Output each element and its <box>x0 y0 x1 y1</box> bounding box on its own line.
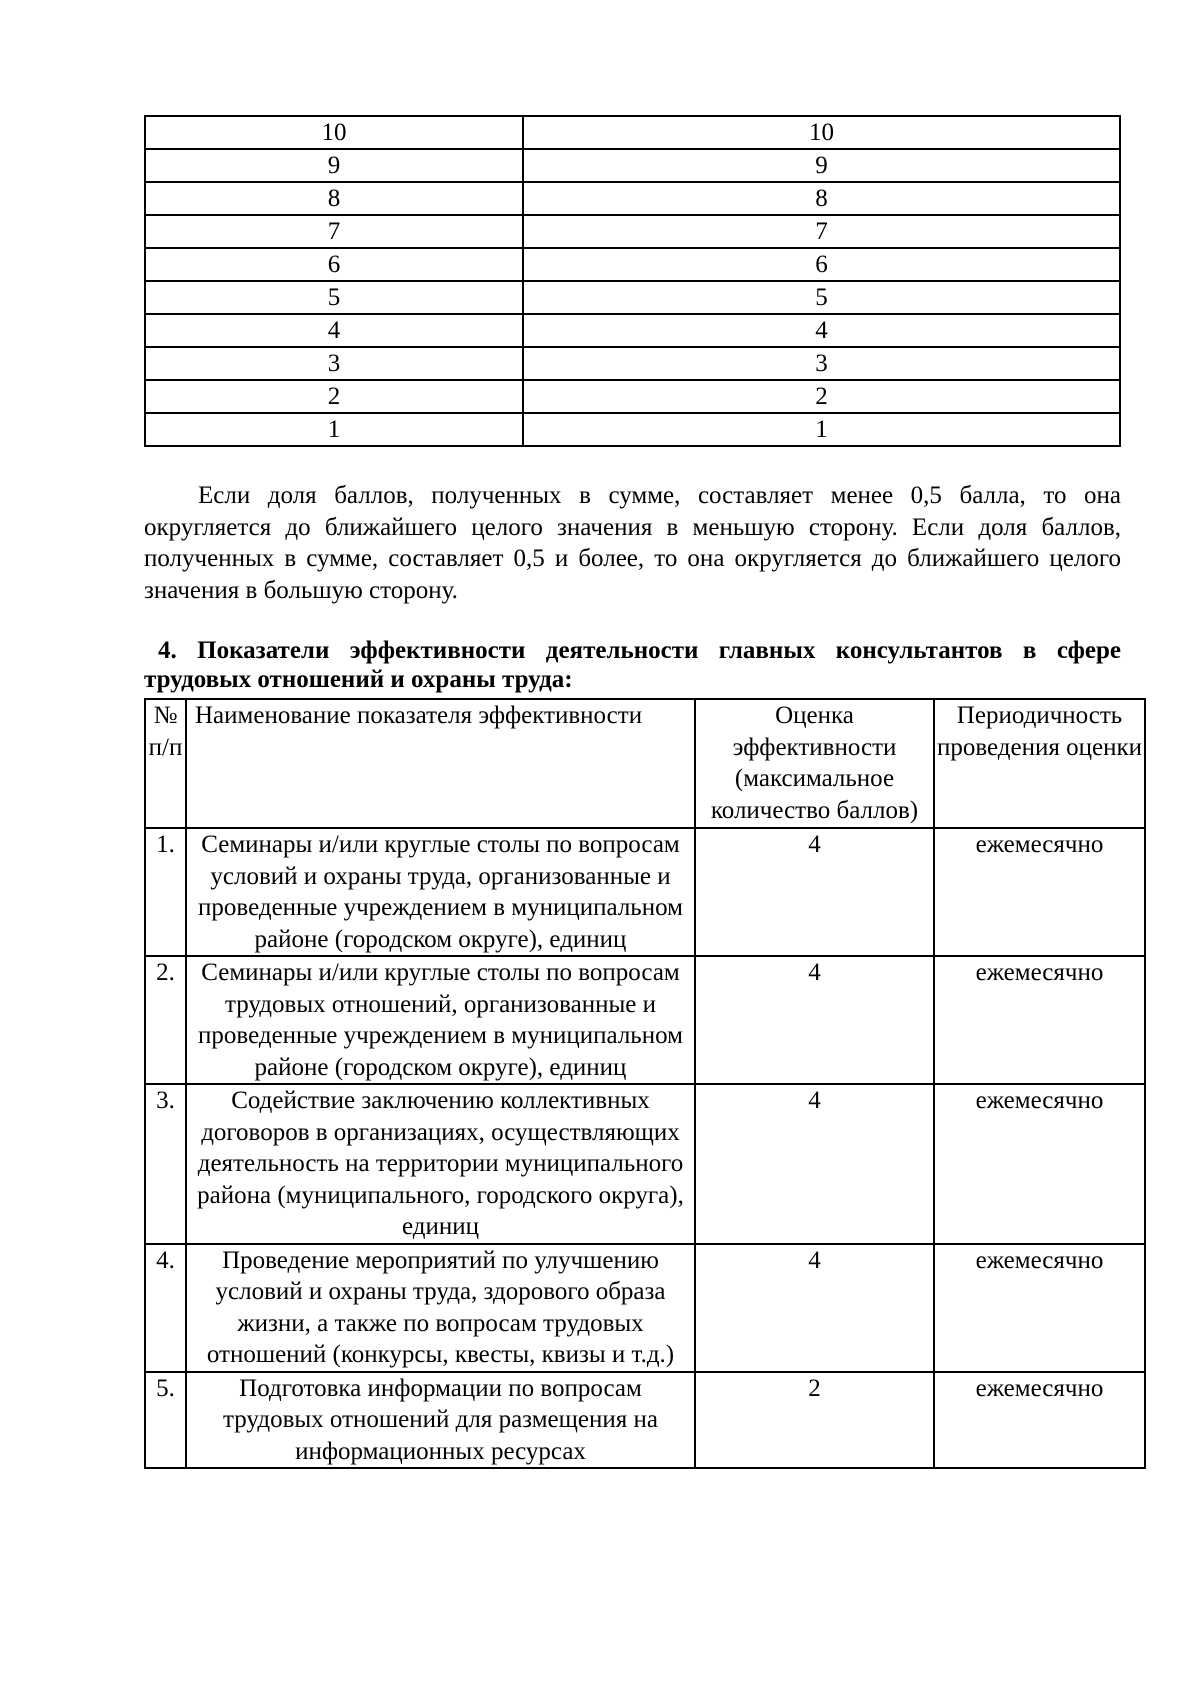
table-row <box>145 380 1120 413</box>
table-row <box>145 281 1120 314</box>
table-cell: 2 <box>523 380 1120 413</box>
row-period: ежемесячно <box>934 956 1145 1084</box>
header-name: Наименование показателя эффективности <box>186 699 695 828</box>
score-table <box>144 115 1121 447</box>
table-row <box>145 828 1145 956</box>
row-num: 4. <box>145 1244 186 1372</box>
row-period: ежемесячно <box>934 828 1145 956</box>
table-cell: 4 <box>145 314 523 347</box>
row-name: Подготовка информации по вопросам трудовых отношений для размещения на информационных ресурсах <box>186 1372 695 1469</box>
table-row <box>145 1084 1145 1244</box>
table-cell: 3 <box>523 347 1120 380</box>
row-num: 5. <box>145 1372 186 1469</box>
row-name: Содействие заключению коллективных договоров в организациях, осуществляющих деятельность на территории муниципального района (муниципального, городского округа), единиц <box>186 1084 695 1244</box>
header-score: Оценка эффективности (максимальное количество баллов) <box>695 699 934 828</box>
table-cell: 3 <box>145 347 523 380</box>
table-cell: 5 <box>145 281 523 314</box>
table-row <box>145 215 1120 248</box>
row-score: 2 <box>695 1372 934 1469</box>
row-score: 4 <box>695 1244 934 1372</box>
header-num: № п/п <box>145 699 186 828</box>
table-cell: 5 <box>523 281 1120 314</box>
row-name: Семинары и/или круглые столы по вопросам условий и охраны труда, организованные и проведенные учреждением в муниципальном районе (городском округе), единиц <box>186 828 695 956</box>
row-score: 4 <box>695 1084 934 1244</box>
table-row <box>145 314 1120 347</box>
table-row <box>145 149 1120 182</box>
table-cell: 7 <box>145 215 523 248</box>
row-num: 1. <box>145 828 186 956</box>
table-cell: 6 <box>145 248 523 281</box>
table-row <box>145 1244 1145 1372</box>
table-row <box>145 347 1120 380</box>
table-header-row <box>145 699 1145 828</box>
row-score: 4 <box>695 956 934 1084</box>
row-period: ежемесячно <box>934 1372 1145 1469</box>
table-cell: 8 <box>523 182 1120 215</box>
row-num: 3. <box>145 1084 186 1244</box>
table-cell: 10 <box>145 116 523 149</box>
section-heading-text: 4. Показатели эффективности деятельности главных консультантов в сфере трудовых отношений и охраны труда: <box>144 637 1121 693</box>
table-row <box>145 182 1120 215</box>
table-row <box>145 1372 1145 1469</box>
table-cell: 9 <box>523 149 1120 182</box>
table-cell: 1 <box>145 413 523 446</box>
table-cell: 7 <box>523 215 1120 248</box>
table-cell: 1 <box>523 413 1120 446</box>
table-cell: 4 <box>523 314 1120 347</box>
table-cell: 9 <box>145 149 523 182</box>
row-name: Семинары и/или круглые столы по вопросам трудовых отношений, организованные и проведенные учреждением в муниципальном районе (городском округе), единиц <box>186 956 695 1084</box>
row-period: ежемесячно <box>934 1244 1145 1372</box>
table-row <box>145 248 1120 281</box>
row-score: 4 <box>695 828 934 956</box>
row-name: Проведение мероприятий по улучшению условий и охраны труда, здорового образа жизни, а также по вопросам трудовых отношений (конкурсы, квесты, квизы и т.д.) <box>186 1244 695 1372</box>
table-cell: 6 <box>523 248 1120 281</box>
kpi-table <box>144 698 1146 1469</box>
row-period: ежемесячно <box>934 1084 1145 1244</box>
table-cell: 8 <box>145 182 523 215</box>
header-period: Периодичность проведения оценки <box>934 699 1145 828</box>
table-cell: 2 <box>145 380 523 413</box>
row-num: 2. <box>145 956 186 1084</box>
paragraph-text: Если доля баллов, полученных в сумме, составляет менее 0,5 балла, то она округляется до ближайшего целого значения в меньшую сторону. Если доля баллов, полученных в сумме, составляет 0,5 и более, то она округляется до ближайшего целого значения в большую сторону. <box>144 482 1121 604</box>
table-row <box>145 956 1145 1084</box>
table-row <box>145 413 1120 446</box>
table-cell: 10 <box>523 116 1120 149</box>
table-row <box>145 116 1120 149</box>
section-heading <box>144 636 1121 694</box>
rounding-paragraph <box>144 480 1121 606</box>
